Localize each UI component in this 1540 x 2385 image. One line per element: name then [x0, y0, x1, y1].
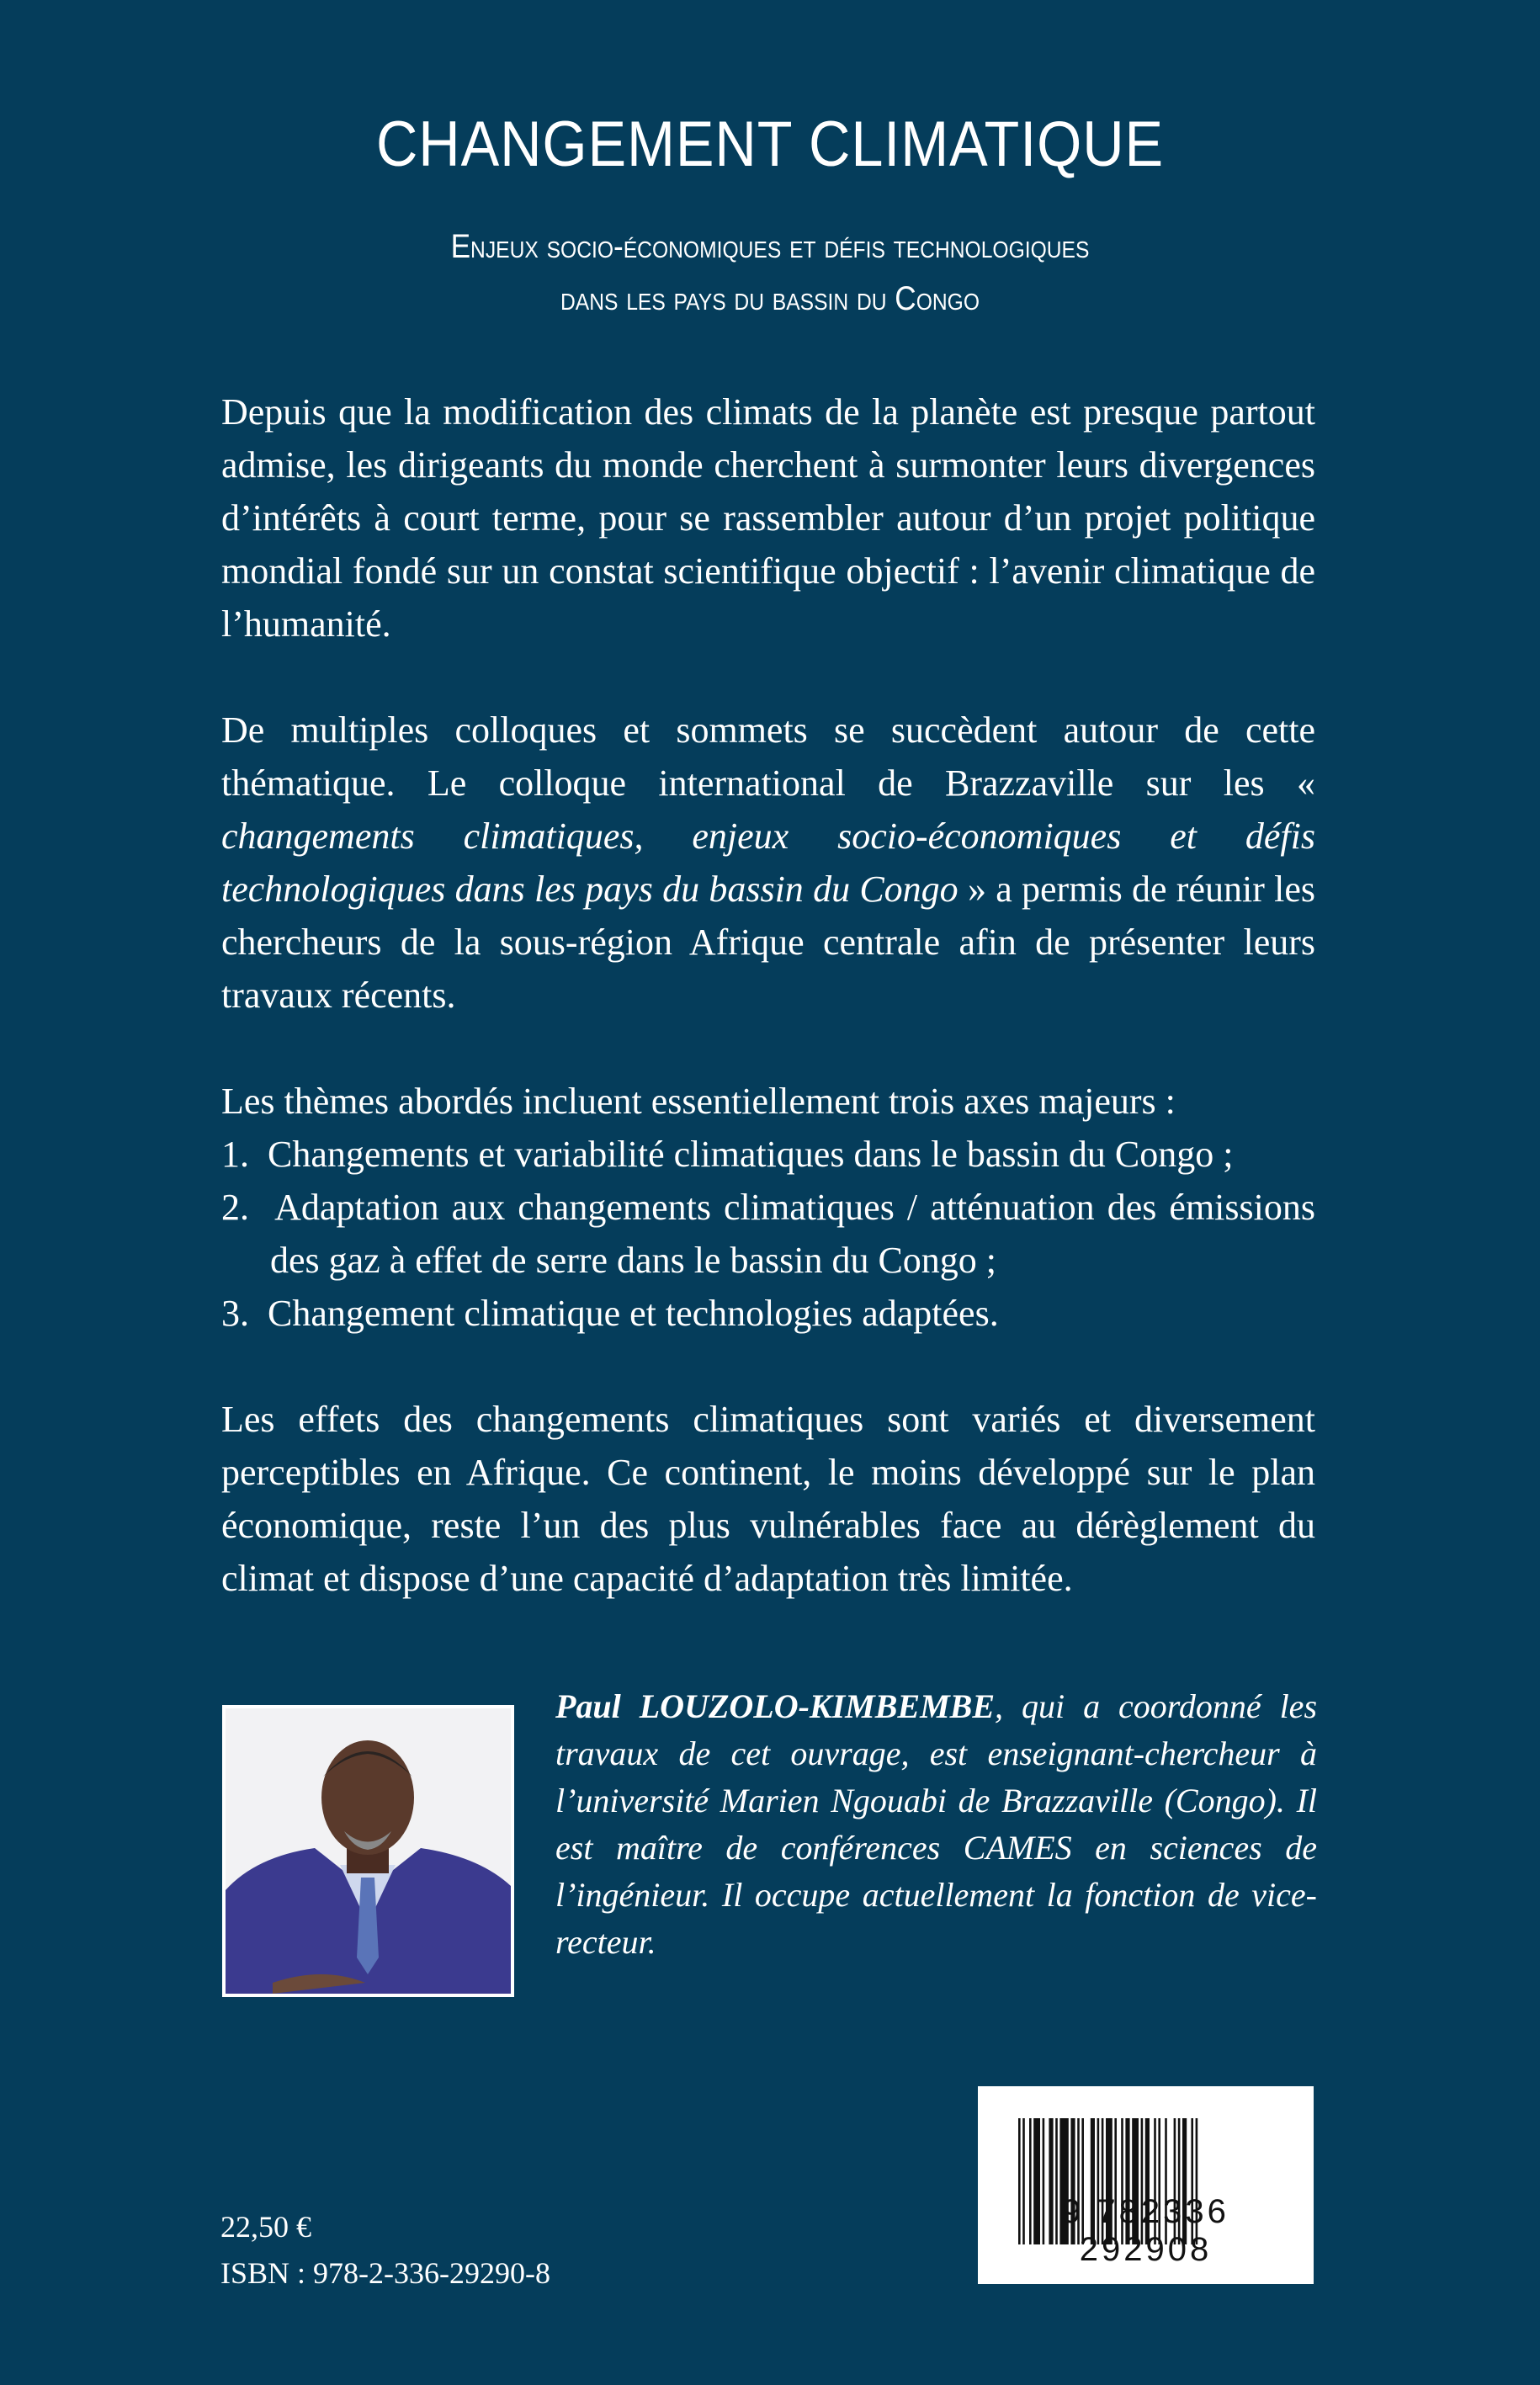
- author-photo: [222, 1705, 514, 1997]
- blurb-paragraph-4: Les effets des changements climatiques sont variés et diversement perceptibles en Afrique. Ce continent, le moins développé sur le plan économique, reste l’un des plus vulnérables face au dérèglement du climat et dispose d’une capacité d’adaptation très limitée.: [221, 1399, 1315, 1599]
- blurb-paragraph-2: [221, 704, 1315, 1022]
- book-subtitle: [93, 220, 1447, 325]
- author-name: Paul LOUZOLO-KIMBEMBE: [555, 1687, 996, 1725]
- blurb-paragraph-3: Les thèmes abordés incluent essentiellement trois axes majeurs :: [221, 1081, 1176, 1122]
- p2-start: De multiples colloques et sommets se succèdent autour de cette thématique. Le colloque international de Brazzaville sur les «: [221, 709, 1315, 804]
- themes-list: [221, 1128, 1315, 1340]
- subtitle-line-1: Enjeux socio-économiques et défis technologiques: [450, 228, 1090, 265]
- price: 22,50 €: [220, 2210, 311, 2244]
- author-description: , qui a coordonné les travaux de cet ouvrage, est enseignant-chercheur à l’université Marien Ngouabi de Brazzaville (Congo). Il est maître de conférences CAMES en sciences de l’ingénieur. Il occupe actuellement la fonction de vice-recteur.: [555, 1687, 1318, 1961]
- p2-end: » a permis de réunir les chercheurs de la sous-région Afrique centrale afin de présenter leurs travaux récents.: [221, 868, 1316, 1016]
- blurb: [221, 385, 1315, 1658]
- list-item: 2. Adaptation aux changements climatiques / atténuation des émissions des gaz à effet de serre dans le bassin du Congo ;: [221, 1187, 1315, 1281]
- colloquium-title: changements climatiques, enjeux socio-économiques et défis technologiques dans les pays du bassin du Congo: [221, 815, 1315, 910]
- author-bio: [555, 1683, 1317, 1966]
- isbn: ISBN : 978-2-336-29290-8: [220, 2256, 550, 2290]
- list-item: 1. Changements et variabilité climatiques dans le bassin du Congo ;: [221, 1134, 1234, 1175]
- barcode: [978, 2086, 1314, 2284]
- blurb-paragraph-1: Depuis que la modification des climats de la planète est presque partout admise, les dirigeants du monde cherchent à surmonter leurs divergences d’intérêts à court terme, pour se rassembler autour d’un projet politique mondial fondé sur un constat scientifique objectif : l’avenir climatique de l’humanité.: [221, 391, 1315, 645]
- barcode-number: 9 782336 292908: [1062, 2193, 1229, 2268]
- subtitle-line-2: dans les pays du bassin du Congo: [560, 280, 980, 317]
- book-title: CHANGEMENT CLIMATIQUE: [375, 109, 1165, 180]
- list-item: 3. Changement climatique et technologies adaptées.: [221, 1293, 999, 1334]
